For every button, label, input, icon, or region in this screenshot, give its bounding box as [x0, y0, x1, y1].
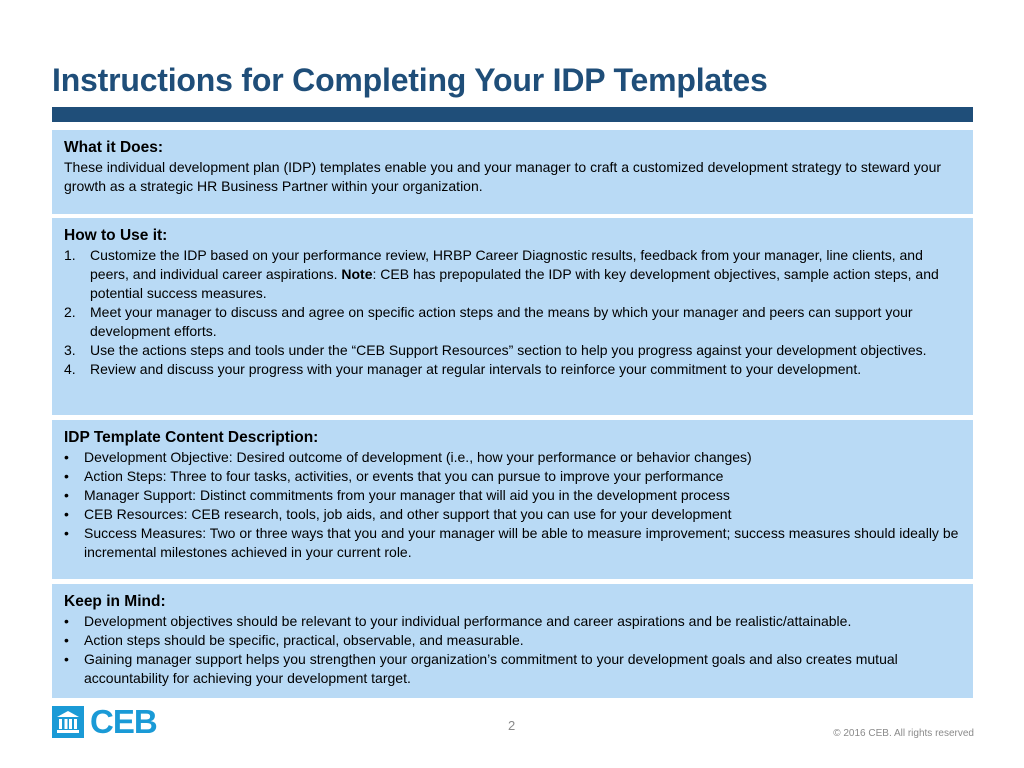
- bullet-text: Action Steps: Three to four tasks, activities, or events that you can pursue to improve your performance: [84, 468, 724, 484]
- how-to-use-section: [52, 218, 973, 415]
- content-description-list: [64, 448, 961, 562]
- keep-in-mind-list: [64, 612, 961, 688]
- bullet-text: CEB Resources: CEB research, tools, job aids, and other support that you can use for your development: [84, 506, 732, 522]
- bullet-text: Development Objective: Desired outcome of development (i.e., how your performance or behavior changes): [84, 449, 752, 465]
- step-text: Use the actions steps and tools under the “CEB Support Resources” section to help you progress against your development objectives.: [90, 342, 927, 358]
- logo-text: CEB: [90, 703, 157, 740]
- list-item: [64, 612, 961, 631]
- how-to-use-steps: [64, 246, 961, 379]
- what-it-does-heading: What it Does:: [64, 139, 164, 156]
- bullet-icon: •: [64, 632, 69, 648]
- note-text: : CEB has prepopulated the IDP with key development objectives, sample action steps, and potential success measures.: [90, 266, 939, 301]
- bullet-icon: •: [64, 525, 69, 541]
- list-item: [64, 486, 961, 505]
- step-text: Customize the IDP based on your performance review, HRBP Career Diagnostic results, feedback from your manager, line clients, and peers, and individual career aspirations.: [90, 247, 923, 282]
- step-number: 1.: [64, 247, 76, 263]
- list-item: [64, 650, 961, 688]
- step-text: Review and discuss your progress with your manager at regular intervals to reinforce your commitment to your development.: [90, 361, 862, 377]
- step-number: 4.: [64, 361, 76, 377]
- what-it-does-section: [52, 130, 973, 214]
- bullet-icon: •: [64, 449, 69, 465]
- bullet-text: Manager Support: Distinct commitments from your manager that will aid you in the development process: [84, 487, 730, 503]
- note-label: Note: [341, 266, 373, 282]
- ceb-logo: [52, 703, 157, 740]
- title-underline-bar: [52, 107, 973, 122]
- list-item: [64, 467, 961, 486]
- bullet-icon: •: [64, 651, 69, 667]
- page-number: 2: [508, 718, 516, 733]
- bullet-text: Success Measures: Two or three ways that you and your manager will be able to measure improvement; success measures should ideally be incremental milestones achieved in your current role.: [84, 525, 959, 560]
- bullet-text: Action steps should be specific, practical, observable, and measurable.: [84, 632, 524, 648]
- list-item: [64, 505, 961, 524]
- content-description-section: [52, 420, 973, 579]
- list-item: [64, 524, 961, 562]
- list-item: [64, 246, 961, 303]
- bullet-icon: •: [64, 613, 69, 629]
- institution-icon: [52, 706, 84, 738]
- list-item: [64, 360, 961, 379]
- what-it-does-body: These individual development plan (IDP) templates enable you and your manager to craft a customized development strategy to steward your growth as a strategic HR Business Partner within your organization.: [64, 159, 942, 194]
- keep-in-mind-section: [52, 584, 973, 698]
- keep-in-mind-heading: Keep in Mind:: [64, 593, 166, 610]
- bullet-text: Development objectives should be relevant to your individual performance and career aspirations and be realistic/attainable.: [84, 613, 852, 629]
- list-item: [64, 303, 961, 341]
- bullet-icon: •: [64, 468, 69, 484]
- bullet-icon: •: [64, 487, 69, 503]
- page-title: Instructions for Completing Your IDP Templates: [52, 62, 768, 98]
- copyright-notice: © 2016 CEB. All rights reserved: [833, 728, 974, 739]
- bullet-icon: •: [64, 506, 69, 522]
- list-item: [64, 448, 961, 467]
- step-number: 3.: [64, 342, 76, 358]
- bullet-text: Gaining manager support helps you strengthen your organization’s commitment to your development goals and also creates mutual accountability for achieving your development target.: [84, 651, 898, 686]
- step-number: 2.: [64, 304, 76, 320]
- list-item: [64, 341, 961, 360]
- content-description-heading: IDP Template Content Description:: [64, 429, 319, 446]
- list-item: [64, 631, 961, 650]
- how-to-use-heading: How to Use it:: [64, 227, 168, 244]
- step-text: Meet your manager to discuss and agree on specific action steps and the means by which your manager and peers can support your development efforts.: [90, 304, 913, 339]
